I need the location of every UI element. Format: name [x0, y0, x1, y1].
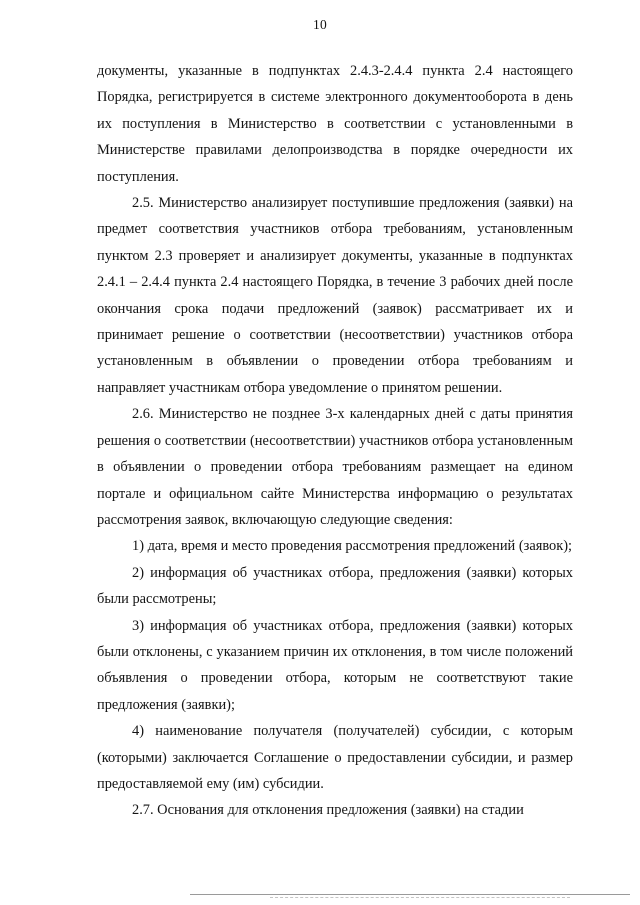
page-number: 10	[312, 17, 328, 32]
paragraph-2-7: 2.7. Основания для отклонения предложения (заявки) на стадии	[132, 802, 524, 819]
list-item-3: 3) информация об участниках отбора, предложения (заявки) которых были отклонены, с указанием причин их отклонения, в том числе положений объявления о проведении отбора, которым не соответствуют такие предложения (заявки);	[97, 617, 573, 713]
list-item-1: 1) дата, время и место проведения рассмотрения предложений (заявок);	[132, 538, 572, 555]
document-body	[97, 58, 573, 824]
footer-divider	[190, 894, 630, 895]
list-item-4: 4) наименование получателя (получателей) субсидии, с которым (которыми) заключается Соглашение о предоставлении субсидии, и размер предоставляемой ему (им) субсидии.	[97, 723, 573, 792]
paragraph-2-6: 2.6. Министерство не позднее 3-х календарных дней с даты принятия решения о соответствии (несоответствии) участников отбора установленным в объявлении о проведении отбора требованиям размещает на едином портале и официальном сайте Министерства информацию о результатах рассмотрения заявок, включающую следующие сведения:	[97, 406, 573, 528]
footer-divider-faint	[270, 897, 570, 898]
list-item-2: 2) информация об участниках отбора, предложения (заявки) которых были рассмотрены;	[97, 564, 573, 608]
paragraph-continuation: документы, указанные в подпунктах 2.4.3-2.4.4 пункта 2.4 настоящего Порядка, регистрируется в системе электронного документооборота в день их поступления в Министерство в соответствии с установленными в Министерстве правилами делопроизводства в порядке очередности их поступления.	[97, 63, 573, 185]
paragraph-2-5: 2.5. Министерство анализирует поступившие предложения (заявки) на предмет соответствия участников отбора требованиям, установленным пунктом 2.3 проверяет и анализирует документы, указанные в подпунктах 2.4.1 – 2.4.4 пункта 2.4 настоящего Порядка, в течение 3 рабочих дней после окончания срока подачи предложений (заявок) рассматривает их и принимает решение о соответствии (несоответствии) участников отбора установленным в объявлении о проведении отбора требованиям и направляет участникам отбора уведомление о принятом решении.	[97, 195, 573, 396]
